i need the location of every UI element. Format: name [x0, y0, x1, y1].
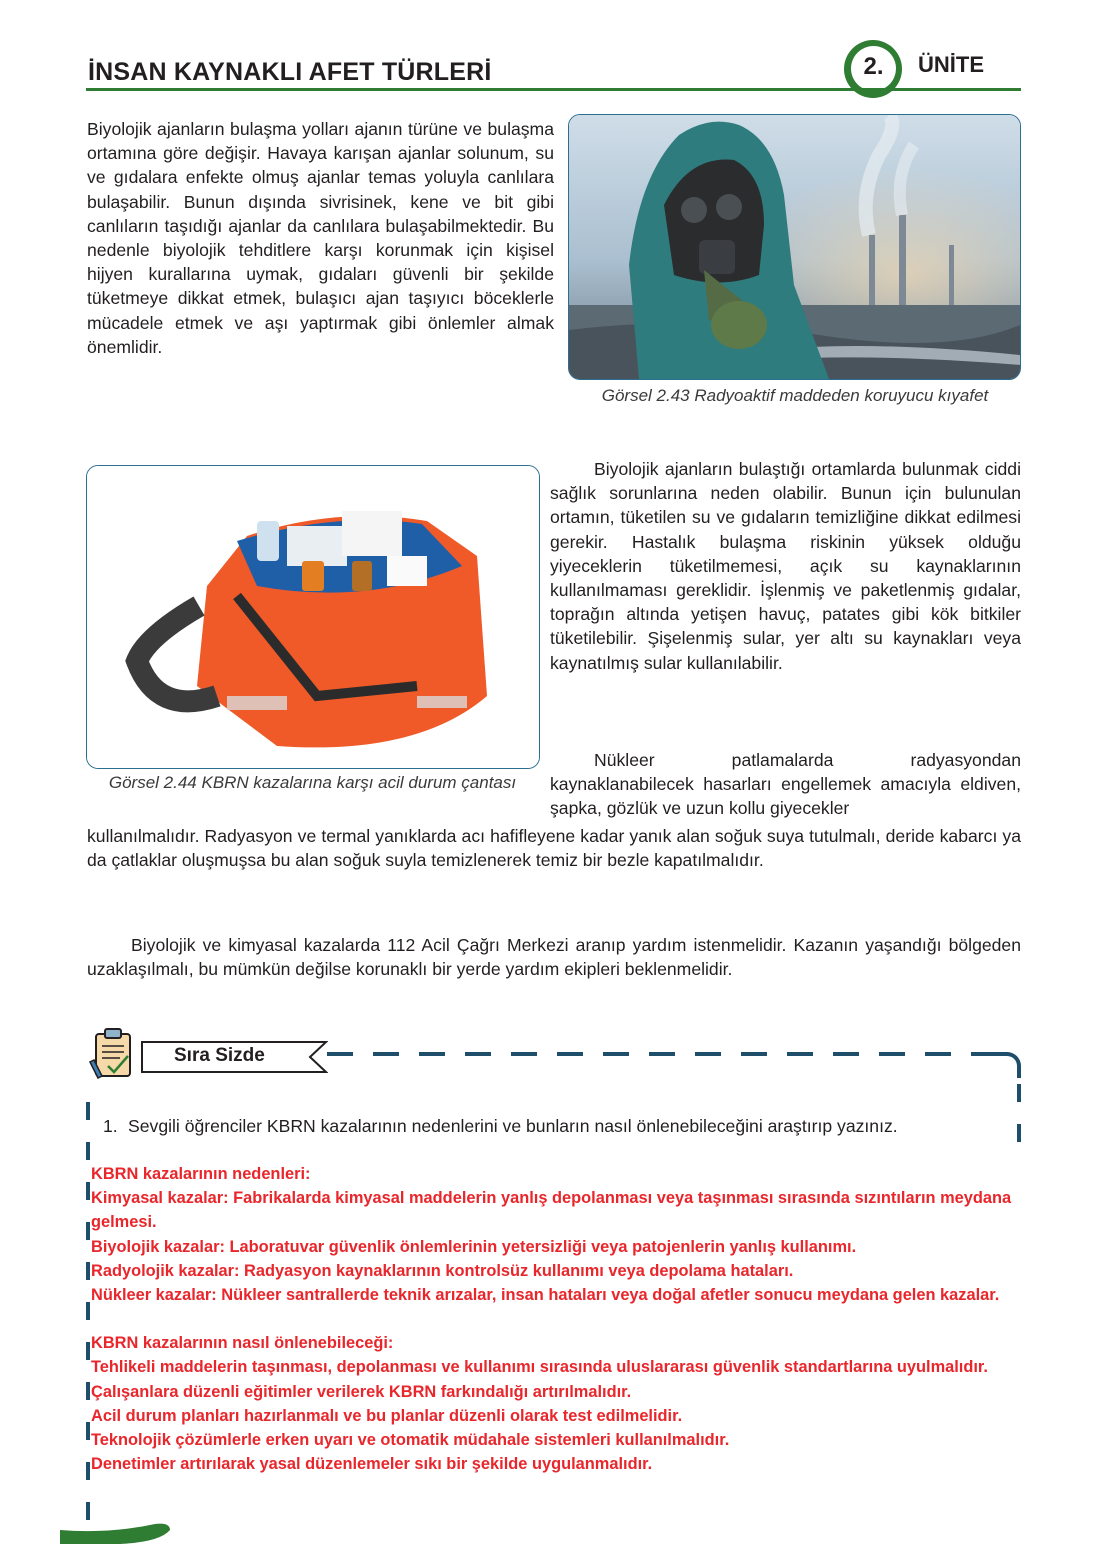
activity-box-right-border	[1017, 1084, 1021, 1164]
question-number: 1.	[103, 1116, 118, 1136]
question-text: Sevgili öğrenciler KBRN kazalarının nedenlerini ve bunların nasıl önlenebileceğini araştırıp yazınız.	[128, 1116, 898, 1136]
answer-cause-item: Nükleer kazalar: Nükleer santrallerde teknik arızalar, insan hataları veya doğal afetler sonucu meydana gelen kazalar.	[91, 1286, 1000, 1305]
paragraph-biological-transmission: Biyolojik ajanların bulaşma yolları ajanın türüne ve bulaşma ortamına göre değişir. Havaya karışan ajanlar solunum, su ve gıdalara enfekte olmuş ajanlar temas yoluyla canlılara bulaşabilir. Bunun dışında sivrisinek, kene ve bit gibi canlıların taşıdığı ajanlar da canlılara bulaşabilmektedir. Bu nedenle biyolojik tehditlere karşı korunmak için kişisel hijyen kurallarına uymak, gıdaları güvenli bir şekilde tüketmeye dikkat etmek, bulaşıcı ajan taşıyıcı böceklerle mücadele etmek ve aşı yaptırmak gibi önlemler almak önemlidir.	[87, 119, 554, 357]
figure-caption-2-44: Görsel 2.44 KBRN kazalarına karşı acil durum çantası	[108, 773, 517, 792]
protective-suit-illustration	[569, 115, 1020, 379]
answer-prevention-item: Tehlikeli maddelerin taşınması, depolanması ve kullanımı sırasında uluslararası güvenlik standartlarına uyulmalıdır.	[91, 1358, 988, 1377]
answer-cause-item: Biyolojik kazalar: Laboratuvar güvenlik önlemlerinin yetersizliği veya patojenlerin yanlış kullanımı.	[91, 1237, 857, 1256]
header-rule	[86, 88, 1021, 91]
answer-prevention-item: Teknolojik çözümlerle erken uyarı ve otomatik müdahale sistemleri kullanılmalıdır.	[91, 1431, 730, 1450]
unit-label: ÜNİTE	[918, 52, 984, 77]
figure-caption-2-43: Görsel 2.43 Radyoaktif maddeden koruyucu kıyafet	[601, 386, 989, 405]
activity-box-corner	[995, 1052, 1021, 1078]
activity-title: Sıra Sizde	[174, 1045, 265, 1066]
answer-prevention-item: Denetimler artırılarak yasal düzenlemeler sıkı bir şekilde uygulanmalıdır.	[91, 1455, 653, 1474]
student-answer	[91, 1162, 1021, 1476]
answer-causes-heading: KBRN kazalarının nedenleri:	[91, 1165, 311, 1183]
answer-prevention-item: Acil durum planları hazırlanmalı ve bu planlar düzenli olarak test edilmelidir.	[91, 1406, 683, 1425]
photo-protective-suit	[568, 114, 1021, 380]
paragraph-nuclear-part2: kullanılmalıdır. Radyasyon ve termal yanıklarda acı hafifleyene kadar yanık alan soğuk suya tutulmalı, deride kabarcı ya da çatlaklar oluşmuşsa bu alan soğuk suyla temizlenerek temiz bir bezle kapatılmalıdır.	[87, 826, 1021, 871]
photo-emergency-bag	[86, 465, 540, 769]
page-corner-accent	[60, 1522, 170, 1544]
answer-prevention-heading: KBRN kazalarının nasıl önlenebileceği:	[91, 1334, 394, 1353]
answer-cause-item: Radyolojik kazalar: Radyasyon kaynaklarının kontrolsüz kullanımı veya depolama hataları.	[91, 1261, 794, 1280]
paragraph-emergency-call: Biyolojik ve kimyasal kazalarda 112 Acil Çağrı Merkezi aranıp yardım istenmelidir. Kazanın yaşandığı bölgeden uzaklaşılmalı, bu mümkün değilse korunaklı bir yerde yardım ekipleri beklenmelidir.	[87, 935, 1021, 980]
clipboard-icon	[88, 1024, 146, 1082]
paragraph-contaminated-environments: Biyolojik ajanların bulaştığı ortamlarda bulunmak ciddi sağlık sorunlarına neden olabilir. Bunun için bulunulan ortamın, tüketilen su ve gıdaların temizliğine dikkat edilmesi gerekir. Hastalık bulaşma riskinin yüksek olduğu yiyeceklerin tüketilmemesi, açık su kaynaklarının kullanılmaması gereklidir. İşlenmiş ve paketlenmiş gıdalar, toprağın altında yetişen havuç, patates gibi kök bitkiler tüketilebilir. Şişelenmiş sular, yer altı su kaynakları veya kaynatılmış sular kullanılabilir.	[550, 459, 1021, 673]
activity-box-top-border	[327, 1052, 1007, 1056]
emergency-bag-illustration	[87, 466, 539, 768]
unit-number: 2.	[863, 53, 884, 80]
activity-box-left-border	[86, 1102, 90, 1532]
answer-prevention-item: Çalışanlara düzenli eğitimler verilerek KBRN farkındalığı artırılmalıdır.	[91, 1382, 632, 1401]
paragraph-nuclear-part1: Nükleer patlamalarda radyasyondan kaynaklanabilecek hasarları engellemek amacıyla eldiven, şapka, gözlük ve uzun kollu giyecekler	[550, 750, 1021, 819]
page-title: İNSAN KAYNAKLI AFET TÜRLERİ	[88, 58, 492, 86]
answer-cause-item: Kimyasal kazalar: Fabrikalarda kimyasal maddelerin yanlış depolanması veya taşınması sırasında sızıntıların meydana gelmesi.	[91, 1189, 1012, 1232]
